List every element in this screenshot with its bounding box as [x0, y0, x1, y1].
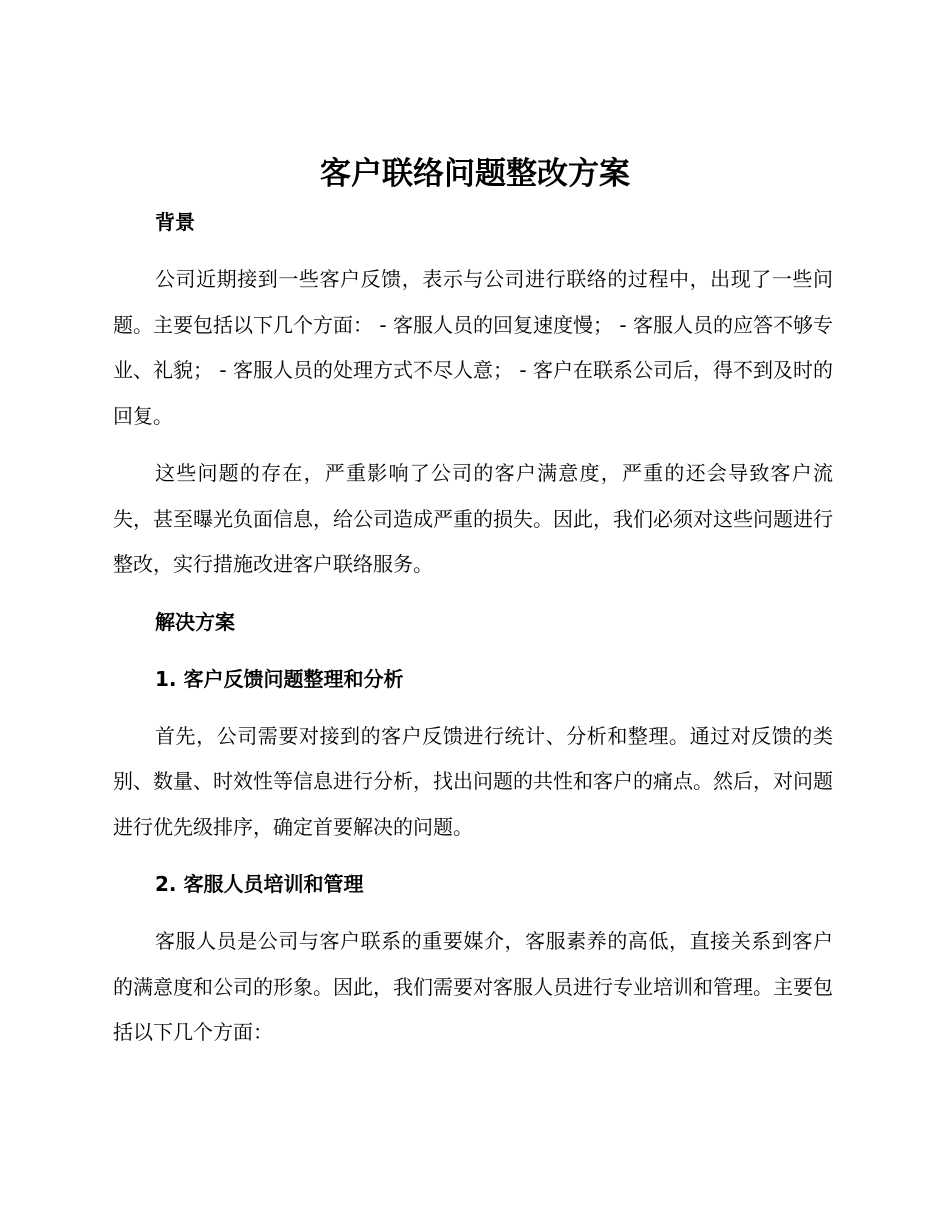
subheading-feedback-analysis: 1. 客户反馈问题整理和分析: [155, 666, 404, 691]
paragraph-staff-training: 客服人员是公司与客户联系的重要媒介，客服素养的高低，直接关系到客户的满意度和公司的形象。因此，我们需要对客服人员进行专业培训和管理。主要包括以下几个方面：: [113, 929, 833, 1044]
paragraph-background-issues: 公司近期接到一些客户反馈，表示与公司进行联络的过程中，出现了一些问题。主要包括以下几个方面： - 客服人员的回复速度慢； - 客服人员的应答不够专业、礼貌； - 客服人员的处理方式不尽人意； - 客户在联系公司后，得不到及时的回复。: [113, 267, 833, 428]
section-heading-solution: 解决方案: [155, 609, 235, 634]
paragraph-feedback-analysis: 首先，公司需要对接到的客户反馈进行统计、分析和整理。通过对反馈的类别、数量、时效性等信息进行分析，找出问题的共性和客户的痛点。然后，对问题进行优先级排序，确定首要解决的问题。: [113, 723, 833, 839]
subheading-staff-training: 2. 客服人员培训和管理: [155, 872, 364, 896]
document-body: [113, 200, 833, 1056]
document-title: 客户联络问题整改方案: [320, 156, 630, 192]
paragraph-background-impact: 这些问题的存在，严重影响了公司的客户满意度，严重的还会导致客户流失，甚至曝光负面信息，给公司造成严重的损失。因此，我们必须对这些问题进行整改，实行措施改进客户联络服务。: [113, 461, 833, 576]
section-heading-background: 背景: [155, 210, 195, 234]
